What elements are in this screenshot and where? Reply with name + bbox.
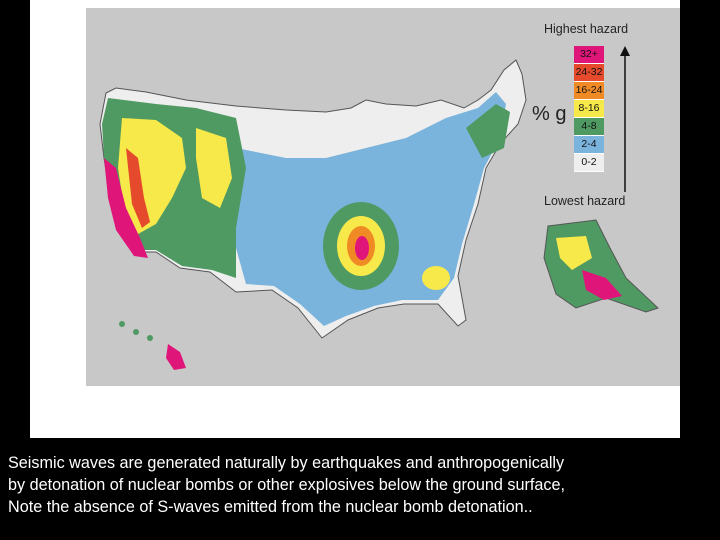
caption-line-3: Note the absence of S-waves emitted from the nuclear bomb detonation.. — [8, 498, 533, 516]
hawaii-island — [147, 335, 153, 341]
legend-swatch: 32+ — [574, 46, 604, 64]
hawaii-region — [166, 344, 186, 370]
legend-swatch: 2-4 — [574, 136, 604, 154]
legend-bottom-title: Lowest hazard — [544, 194, 626, 208]
legend-swatch: 0-2 — [574, 154, 604, 172]
legend-unit: % g — [532, 103, 567, 125]
legend-swatch: 4-8 — [574, 118, 604, 136]
hawaii-island — [119, 321, 125, 327]
arrow-up-icon — [618, 46, 632, 196]
new-madrid-highest — [355, 236, 369, 260]
legend-top-title: Highest hazard — [544, 22, 629, 36]
southeast-zone — [422, 266, 450, 290]
legend-swatch: 8-16 — [574, 100, 604, 118]
legend-scale — [574, 46, 604, 172]
caption-line-1: Seismic waves are generated naturally by earthquakes and anthropogenically — [8, 454, 565, 472]
caption-line-2: by detonation of nuclear bombs or other explosives below the ground surface, — [8, 476, 566, 494]
legend-swatch: 24-32 — [574, 64, 604, 82]
slide-caption — [8, 452, 714, 518]
hazard-legend — [528, 14, 658, 214]
hawaii-island — [133, 329, 139, 335]
legend-swatch: 16-24 — [574, 82, 604, 100]
